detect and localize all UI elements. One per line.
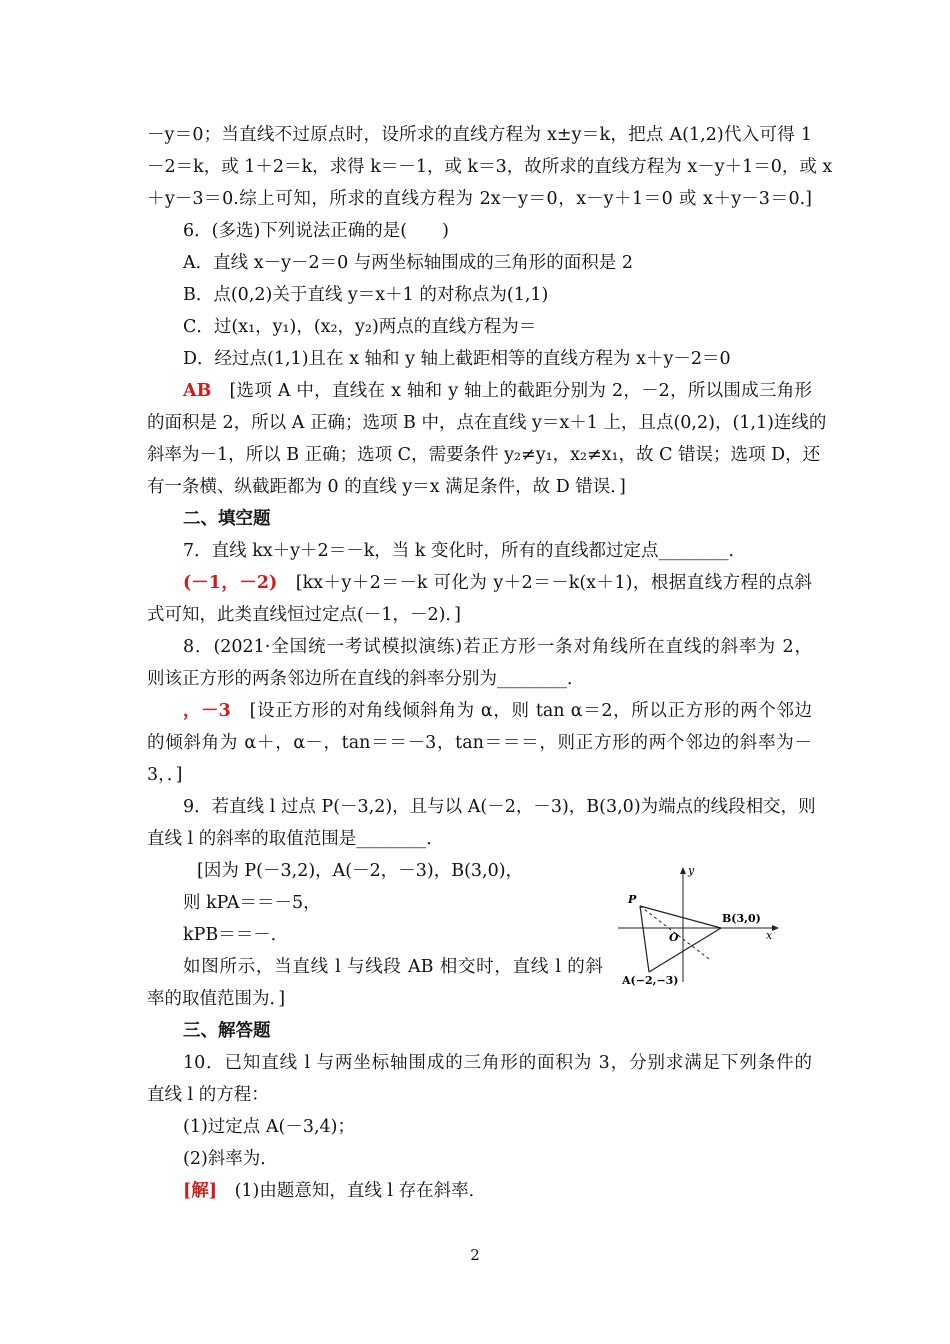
- solution-label: [解]: [183, 1181, 218, 1201]
- text-line: 则该正方形的两条邻边所在直线的斜率分别为________．: [147, 669, 585, 689]
- solution-text: (1)由题意知，直线 l 存在斜率．: [234, 1181, 487, 1201]
- text-line: 3，．]: [147, 765, 183, 785]
- text-line: 的面积是 2，所以 A 正确；选项 B 中，点在直线 y＝x＋1 上，且点(0,2)，(1,1)连线的: [147, 413, 827, 433]
- label-x-axis: x: [766, 929, 773, 942]
- answer-text: [kx＋y＋2＝－k 可化为 y＋2＝－k(x＋1)，根据直线方程的点斜: [295, 573, 812, 593]
- answer-7-line: [183, 569, 812, 597]
- x-axis-arrow-icon: [772, 925, 779, 931]
- answer-text: [选项 A 中，直线在 x 轴和 y 轴上的截距分别为 2，－2，所以围成三角形: [229, 381, 813, 401]
- page-number: 2: [470, 1246, 480, 1264]
- segment-ab: [649, 928, 721, 972]
- answer-label: (－1，－2): [183, 573, 278, 593]
- text-line: 斜率为－1，所以 B 正确；选项 C，需要条件 y₂≠y₁，x₂≠x₁，故 C 错误；选项 D，还: [147, 445, 821, 465]
- label-origin: O: [669, 931, 679, 944]
- sub-question-2: (2)斜率为．: [183, 1149, 278, 1169]
- text-line: 如图所示，当直线 l 与线段 AB 相交时，直线 l 的斜: [183, 957, 603, 977]
- text-line: 则 kPA＝＝－5，: [183, 893, 321, 913]
- label-a: A(−2,−3): [622, 974, 679, 987]
- text-line: 直线 l 的方程：: [147, 1085, 269, 1105]
- label-y-axis: y: [688, 864, 695, 877]
- answer-text: [设正方形的对角线倾斜角为 α，则 tan α＝2，所以正方形的两个邻边: [249, 701, 813, 721]
- section-heading: 二、填空题: [183, 509, 271, 529]
- question-8: 8．(2021·全国统一考试模拟演练)若正方形一条对角线所在直线的斜率为 2，: [183, 637, 812, 657]
- answer-label: AB: [183, 381, 212, 401]
- label-b: B(3,0): [722, 912, 761, 925]
- question-7: 7．直线 kx＋y＋2＝－k，当 k 变化时，所有的直线都过定点________．: [183, 541, 747, 561]
- coordinate-figure: [614, 862, 790, 988]
- text-line: [因为 P(－3,2)，A(－2，－3)，B(3,0)，: [197, 861, 524, 881]
- question-6: 6．(多选)下列说法正确的是( ): [183, 221, 449, 241]
- text-line: －2＝k，或 1＋2＝k，求得 k＝－1，或 k＝3，故所求的直线方程为 x－y＋1＝0，或 x: [147, 157, 833, 177]
- option-b: B．点(0,2)关于直线 y＝x＋1 的对称点为(1,1): [183, 285, 549, 305]
- option-a: A．直线 x－y－2＝0 与两坐标轴围成的三角形的面积是 2: [183, 253, 633, 273]
- text-line: 式可知，此类直线恒过定点(－1，－2)．]: [147, 605, 461, 625]
- question-10: 10．已知直线 l 与两坐标轴围成的三角形的面积为 3，分别求满足下列条件的: [183, 1053, 812, 1073]
- section-heading: 三、解答题: [183, 1021, 271, 1041]
- text-line: 有一条横、纵截距都为 0 的直线 y＝x 满足条件，故 D 错误．]: [147, 477, 626, 497]
- option-d: D．经过点(1,1)且在 x 轴和 y 轴上截距相等的直线方程为 x＋y－2＝0: [183, 349, 731, 369]
- text-line: ＋y－3＝0.综上可知，所求的直线方程为 2x－y＝0，x－y＋1＝0 或 x＋y－3＝0.]: [147, 189, 812, 209]
- answer-label: ，－3: [183, 701, 231, 721]
- answer-8-line: [183, 697, 812, 725]
- option-c: C．过(x₁，y₁)，(x₂，y₂)两点的直线方程为＝: [183, 317, 537, 337]
- text-line: 直线 l 的斜率的取值范围是________．: [147, 829, 444, 849]
- sub-question-1: (1)过定点 A(－3,4)；: [183, 1117, 355, 1137]
- text-line: －y＝0；当直线不过原点时，设所求的直线方程为 x±y＝k，把点 A(1,2)代入可得 1: [147, 125, 812, 145]
- answer-6-line: [183, 377, 812, 405]
- question-9: 9．若直线 l 过点 P(－3,2)，且与以 A(－2，－3)，B(3,0)为端点的线段相交，则: [183, 797, 816, 817]
- label-p: P: [628, 893, 637, 906]
- text-line: 率的取值范围为．]: [147, 989, 286, 1009]
- text-line: 的倾斜角为 α＋，α－，tan＝＝－3，tan＝＝＝，则正方形的两个邻边的斜率为－: [147, 733, 812, 753]
- text-line: kPB＝＝－．: [183, 925, 289, 945]
- y-axis-arrow-icon: [680, 867, 686, 874]
- solution-line: [183, 1177, 812, 1205]
- segment-pb: [640, 906, 721, 928]
- segment-pa: [640, 906, 649, 972]
